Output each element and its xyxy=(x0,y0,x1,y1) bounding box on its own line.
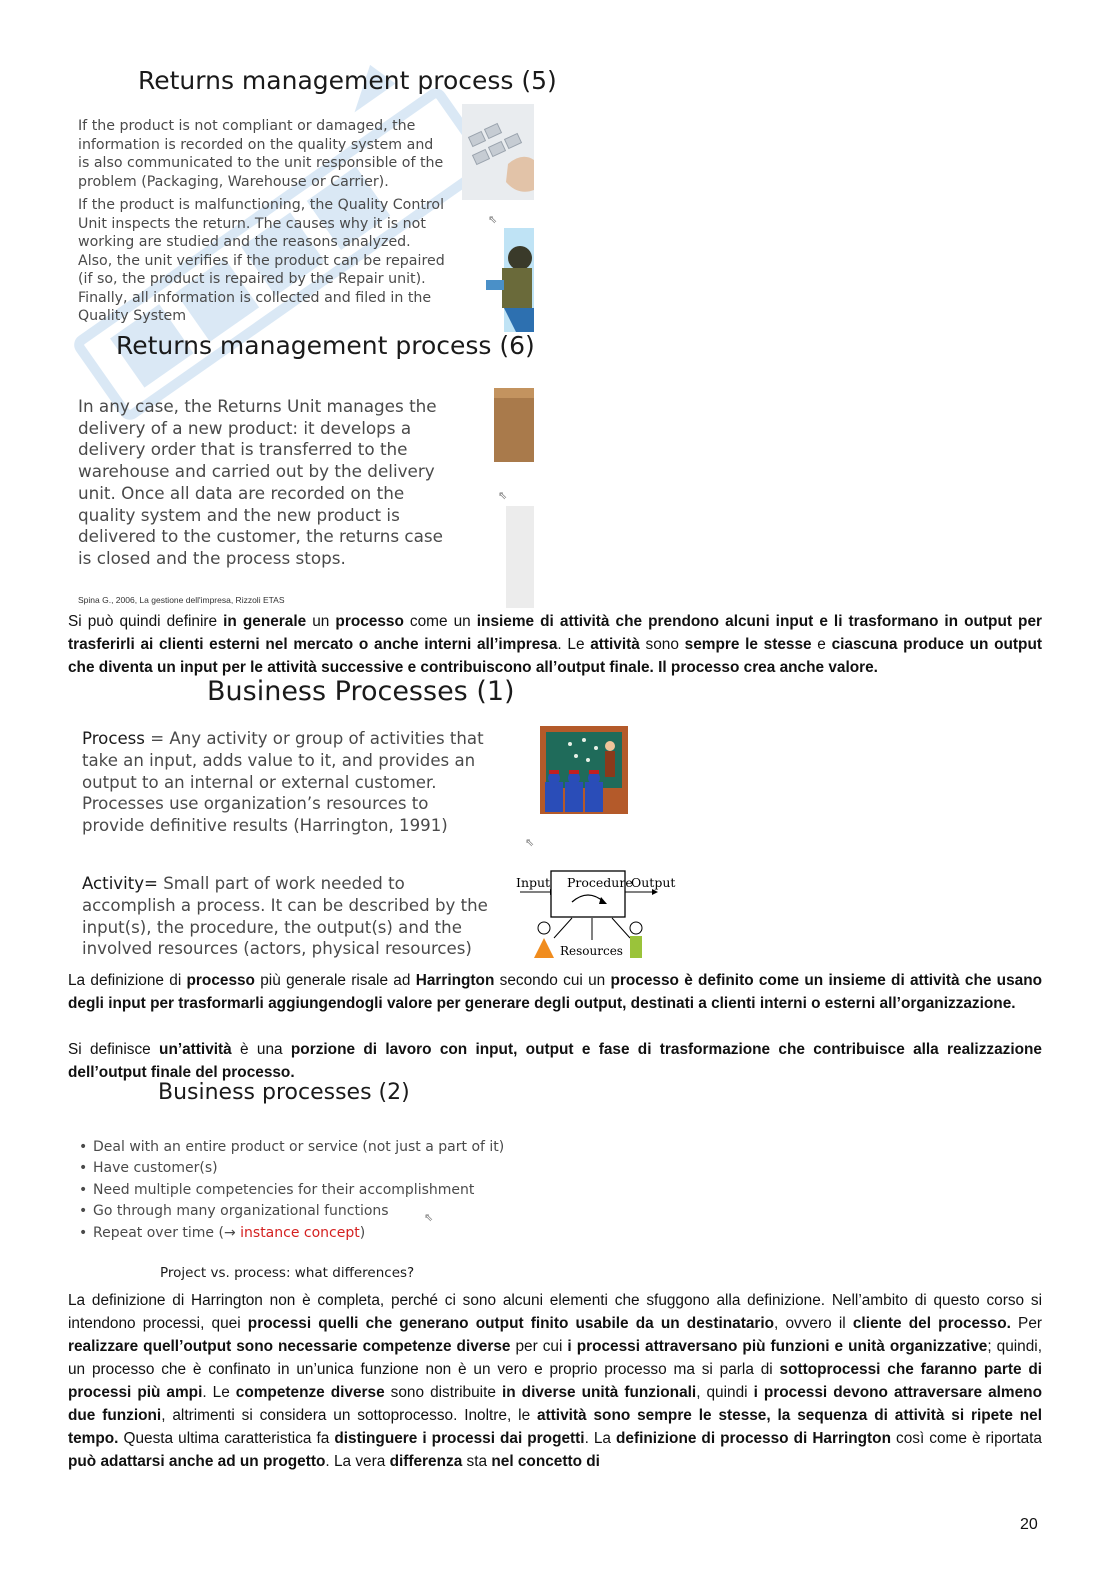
list-item: • Go through many organizational functions xyxy=(79,1201,519,1222)
repairman-image xyxy=(484,228,534,332)
diagram-resources-label: Resources xyxy=(560,944,623,958)
list-item: • Need multiple competencies for their accomplishment xyxy=(79,1180,519,1201)
cursor-icon: ⇖ xyxy=(424,1212,434,1224)
slide5-title: Returns management process (5) xyxy=(138,66,557,95)
slide6-body: In any case, the Returns Unit manages the delivery of a new product: it develops a delivery order that is transferred to the warehouse and carried out by the delivery unit. Once all data are recorded on the quality system and the new product is delivered to the customer, the returns case is closed and the process stops. xyxy=(78,396,443,568)
paragraph-process-definition: Si può quindi definire in generale un processo come un insieme di attività che prendono alcuni input e li trasformano in output per trasferirli ai clienti esterni nel mercato o anche interni all’impresa. Le attività sono sempre le stesse e ciascuna produce un output che diventa un input per le attività successive e contribuiscono all’output finale. Il processo crea anche valore. xyxy=(68,613,1042,676)
slide5-paragraph-2: If the product is malfunctioning, the Quality Control Unit inspects the return. The causes why it is not working are studied and the reasons analyzed. Also, the unit verifies if the product can be repaired (if so, the product is repaired by the Repair unit). Finally, all information is collected and filed in the Quality System xyxy=(78,197,445,324)
cursor-icon: ⇖ xyxy=(498,490,508,502)
paragraph-activity-definition: Si definisce un’attività è una porzione di lavoro con input, output e fase di trasformazione che contribuisce alla realizzazione dell’output finale del processo. xyxy=(68,1041,1042,1081)
grey-image-strip xyxy=(506,506,534,608)
bp2-title: Business processes (2) xyxy=(158,1080,410,1105)
keyboard-image xyxy=(462,104,534,200)
bp2-subtitle: Project vs. process: what differences? xyxy=(160,1265,415,1281)
bp1-title: Business Processes (1) xyxy=(207,676,515,707)
instance-concept-link: instance concept xyxy=(240,1224,360,1241)
slide5-paragraph-1: If the product is not compliant or damaged, the information is recorded on the quality system and is also communicated to the unit responsible of the problem (Packaging, Warehouse or Carrier). xyxy=(78,118,444,190)
presentation-image xyxy=(540,726,628,814)
cursor-icon: ⇖ xyxy=(525,837,535,849)
page-number: 20 xyxy=(1020,1516,1038,1533)
list-item: • Deal with an entire product or service (not just a part of it) xyxy=(79,1137,519,1158)
slide6-title: Returns management process (6) xyxy=(116,331,535,360)
arrow-right-icon: → xyxy=(223,1224,241,1241)
diagram-procedure-label: Procedure xyxy=(567,875,633,890)
cursor-icon: ⇖ xyxy=(488,214,498,226)
list-item: • Have customer(s) xyxy=(79,1158,519,1179)
slide6-citation: Spina G., 2006, La gestione dell'impresa, Rizzoli ETAS xyxy=(78,595,285,605)
paragraph-process-characteristics: La definizione di Harrington non è completa, perché ci sono alcuni elementi che sfuggono alla definizione. Nell’ambito di questo corso si intendono processi, quei processi quelli che generano output finito usabile da un destinatario, ovvero il cliente del processo. Per realizzare quell’output sono necessarie competenze diverse per cui i processi attraversano più funzioni e unità organizzative; quindi, un processo che è confinato in un’unica funzione non è un vero e proprio processo ma si parla di sottoprocessi che faranno parte di processi più ampi. Le competenze diverse sono distribuite in diverse unità funzionali, quindi i processi devono attraversare almeno due funzioni, altrimenti si considera un sottoprocesso. Inoltre, le attività sono sempre le stesse, la sequenza di attività si ripete nel tempo. Questa ultima caratteristica fa distinguere i processi dai progetti. La definizione di processo di Harrington così come è riportata può adattarsi anche ad un progetto. La vera differenza sta nel concetto di xyxy=(68,1292,1043,1470)
diagram-input-label: Input xyxy=(516,875,551,890)
bp2-bullet-list xyxy=(79,1137,519,1244)
bp1-activity-definition: Activity= Small part of work needed to accomplish a process. It can be described by the input(s), the procedure, the output(s) and the involved resources (actors, physical resources) xyxy=(82,874,488,959)
bp1-process-definition: Process = Any activity or group of activities that take an input, adds value to it, and provides an output to an internal or external customer. Processes use organization’s resources to provide definitive results (Harrington, 1991) xyxy=(82,729,484,836)
paragraph-harrington-definition: La definizione di processo più generale risale ad Harrington secondo cui un processo è definito come un insieme di attività che usano degli input per trasformarli aggiungendogli valore per generare degli output, destinati a clienti interni o esterni all’organizzazione. xyxy=(68,972,1043,1012)
list-item: • Repeat over time (→ instance concept) xyxy=(79,1223,519,1244)
diagram-output-label: Output xyxy=(631,875,676,890)
box-image xyxy=(494,380,534,462)
